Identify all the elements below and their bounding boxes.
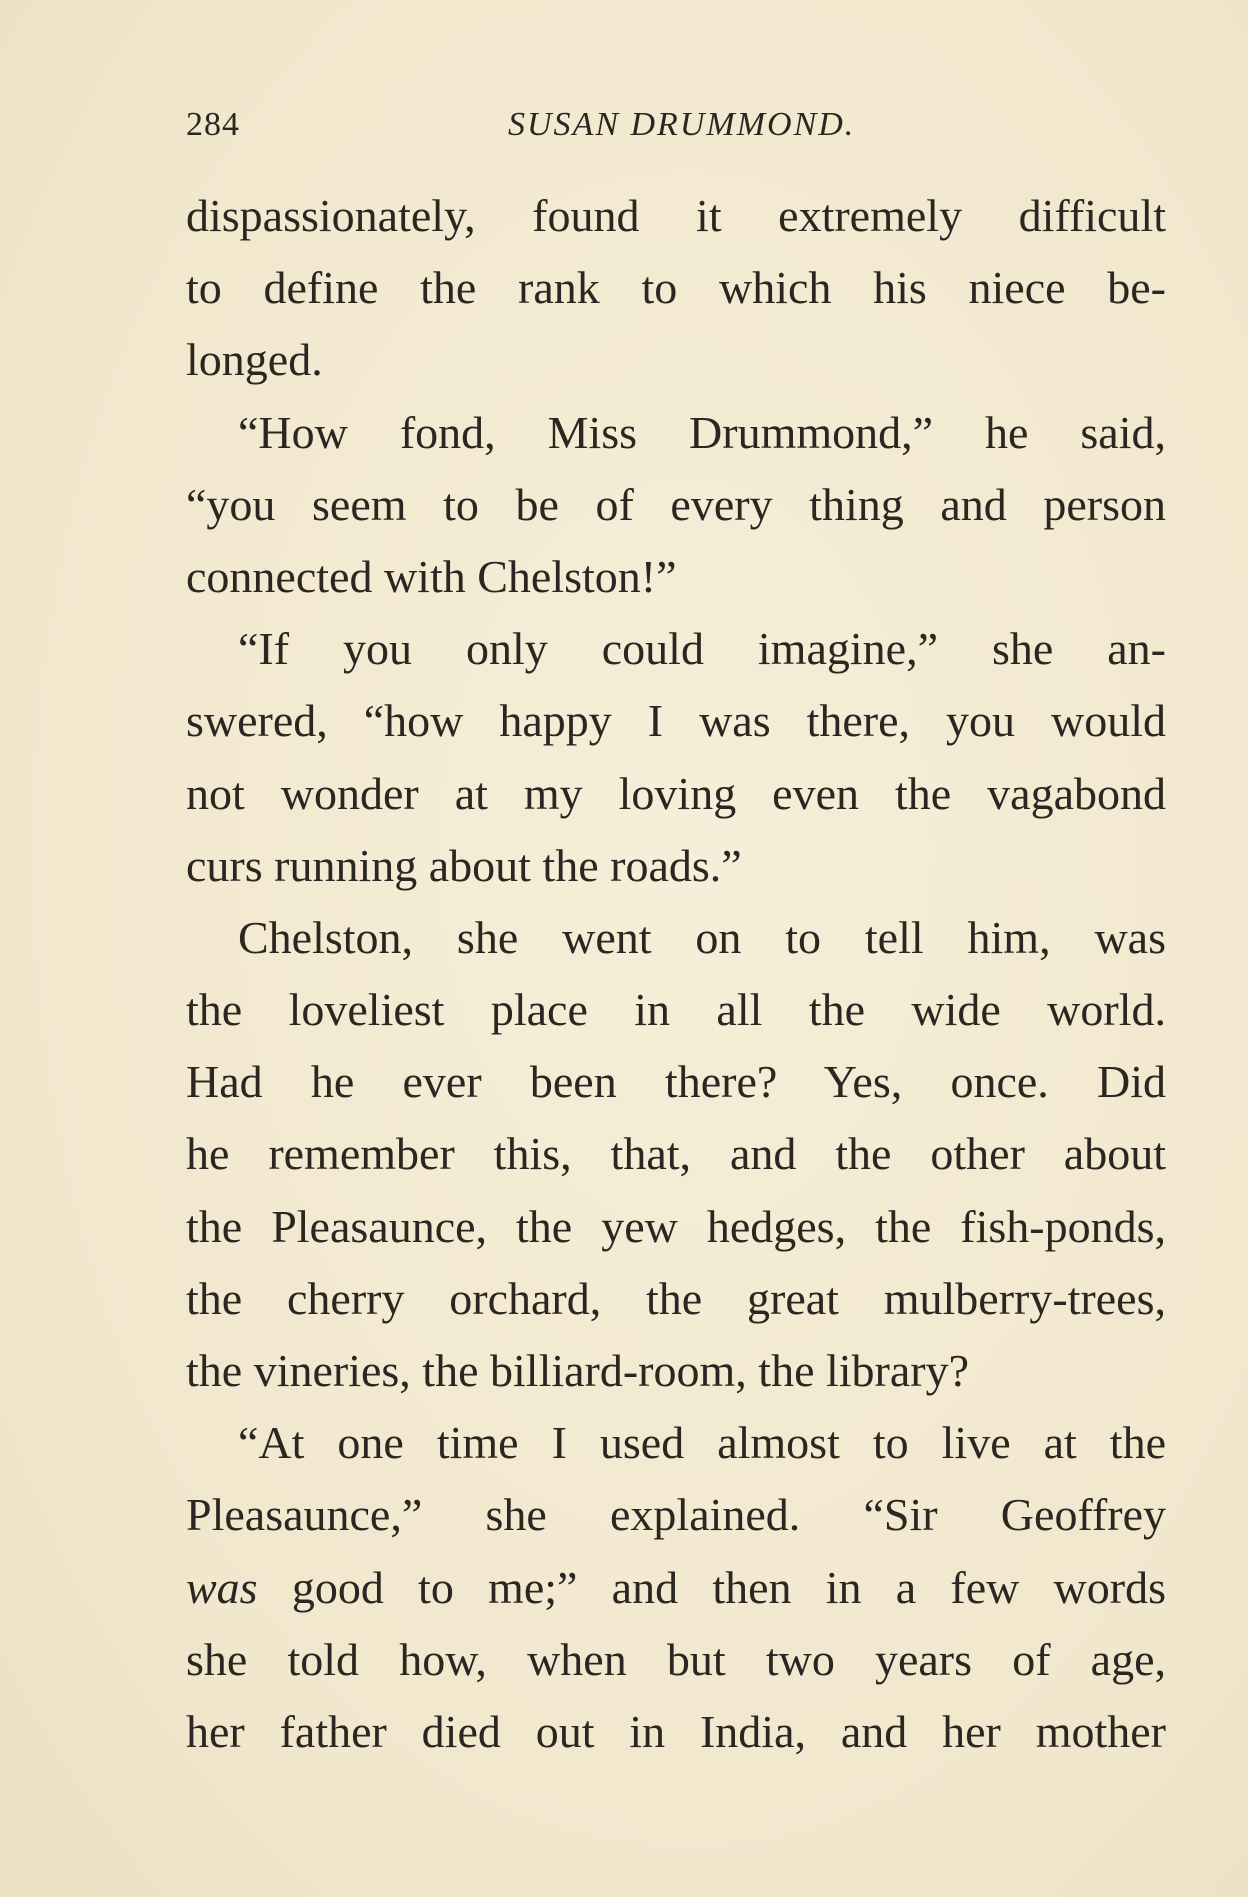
text-line: connected with Chelston!” xyxy=(186,550,677,602)
text-line: “How fond, Miss Drummond,” he said, xyxy=(238,406,1166,458)
text-line: the cherry orchard, the great mulberry-trees, xyxy=(186,1272,1166,1324)
text-line: to define the rank to which his niece be- xyxy=(186,262,1166,314)
page-number: 284 xyxy=(186,106,240,143)
body-text xyxy=(186,180,1166,1768)
text-line: Pleasaunce,” she explained. “Sir Geoffrey xyxy=(186,1489,1166,1541)
text-line: she told how, when but two years of age, xyxy=(186,1633,1166,1685)
text-line: curs running about the roads.” xyxy=(186,839,742,891)
text-line: longed. xyxy=(186,334,323,386)
italic-word: was xyxy=(186,1561,258,1613)
text-line: the loveliest place in all the wide world. xyxy=(186,984,1166,1036)
text-line: he remember this, that, and the other about xyxy=(186,1128,1166,1180)
text-line: the Pleasaunce, the yew hedges, the fish-ponds, xyxy=(186,1200,1166,1252)
text-line: the vineries, the billiard-room, the library? xyxy=(186,1345,970,1396)
text-line: Had he ever been there? Yes, once. Did xyxy=(186,1056,1166,1108)
text-line: Chelston, she went on to tell him, was xyxy=(238,911,1166,963)
text-line: dispassionately, found it extremely difficult xyxy=(186,190,1166,241)
running-head xyxy=(186,98,1166,158)
running-title: SUSAN DRUMMOND. xyxy=(508,106,856,143)
text-line: “At one time I used almost to live at the xyxy=(238,1417,1166,1469)
text-line: her father died out in India, and her mother xyxy=(186,1705,1166,1757)
text-line-emphasis xyxy=(186,1552,1166,1624)
text-line: “you seem to be of every thing and person xyxy=(186,478,1166,530)
text-line: “If you only could imagine,” she an- xyxy=(238,623,1166,675)
text-line-rest: good to me;” and then in a few words xyxy=(291,1561,1166,1613)
text-line: not wonder at my loving even the vagabond xyxy=(186,767,1166,819)
text-line: swered, “how happy I was there, you would xyxy=(186,695,1166,747)
